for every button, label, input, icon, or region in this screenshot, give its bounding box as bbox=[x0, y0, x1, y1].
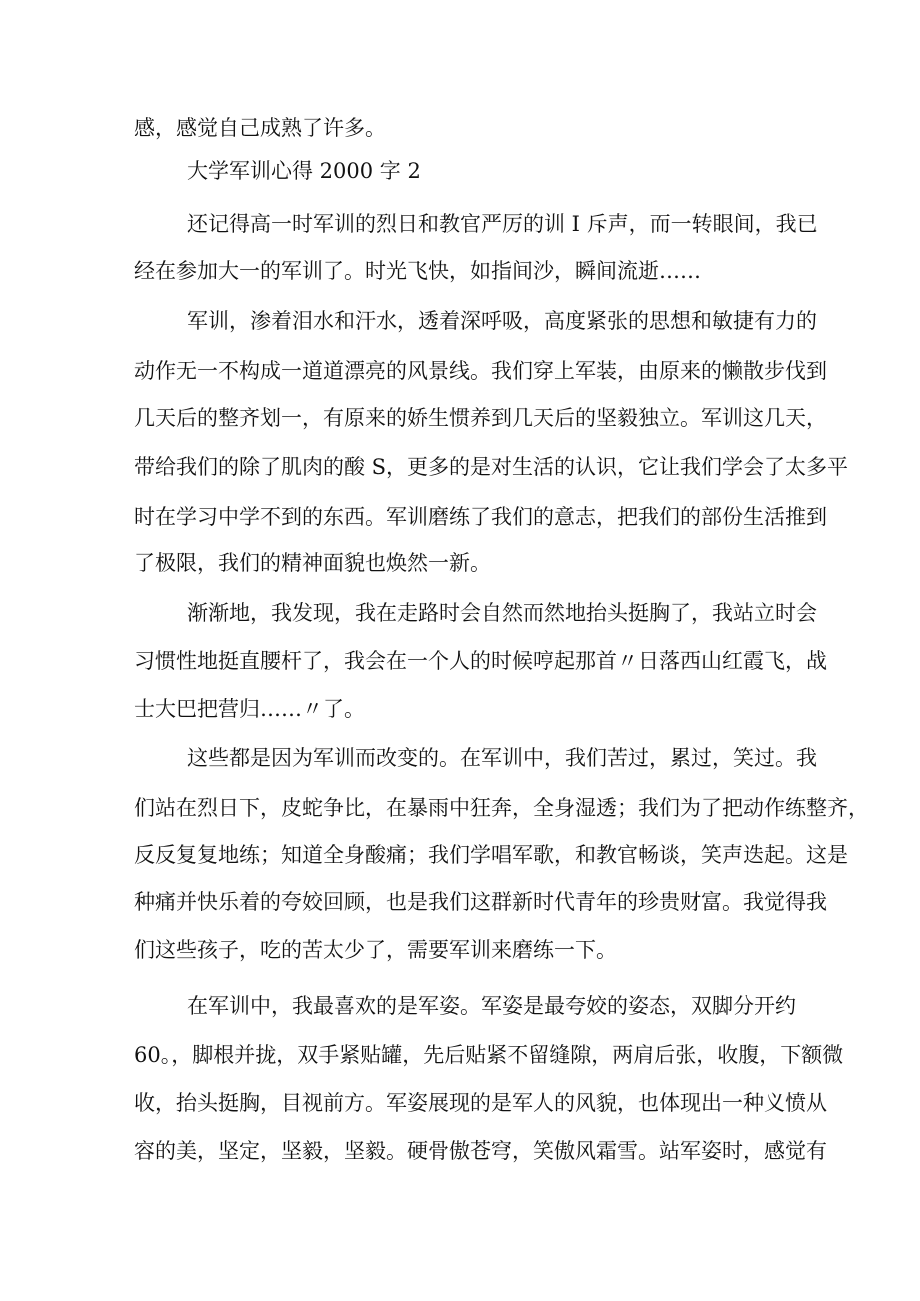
text-line-7: 几天后的整齐划一，有原来的娇生惯养到几天后的坚毅独立。军训这几天， bbox=[134, 406, 827, 430]
text-line-22: 容的美，坚定，坚毅，坚毅。硬骨傲苍穹，笑傲风霜雪。站军姿时，感觉有 bbox=[134, 1139, 827, 1163]
text-line-9: 时在学习中学不到的东西。军训磨练了我们的意志，把我们的部份生活推到 bbox=[134, 505, 827, 529]
text-line-6: 动作无一不构成一道道漂亮的风景线。我们穿上军装，由原来的懒散步伐到 bbox=[134, 359, 827, 383]
section-heading: 大学军训心得 2000 字 2 bbox=[187, 159, 421, 183]
text-line-15: 们站在烈日下，皮蛇争比，在暴雨中狂奔，全身湿透；我们为了把动作练整齐， bbox=[134, 796, 869, 820]
text-line-20: 60。，脚根并拢，双手紧贴罐，先后贴紧不留缝隙，两肩后张，收腹，下额微 bbox=[134, 1043, 844, 1067]
text-line-13: 士大巴把营归……〃了。 bbox=[134, 697, 365, 721]
text-line-21: 收，抬头挺胸，目视前方。军姿展现的是军人的风貌，也体现出一种义愤从 bbox=[134, 1091, 827, 1115]
text-line-18: 们这些孩子，吃的苦太少了，需要军训来磨练一下。 bbox=[134, 938, 617, 962]
text-line-19: 在军训中，我最喜欢的是军姿。军姿是最夸姣的姿态，双脚分开约 bbox=[187, 994, 796, 1018]
text-line-5: 军训，渗着泪水和汗水，透着深呼吸，高度紧张的思想和敏捷有力的 bbox=[187, 309, 817, 333]
text-line-8: 带给我们的除了肌肉的酸 S，更多的是对生活的认识，它让我们学会了太多平 bbox=[134, 455, 849, 479]
text-line-12: 习惯性地挺直腰杆了，我会在一个人的时候哼起那首〃日落西山红霞飞，战 bbox=[134, 649, 827, 673]
text-line-4: 经在参加大一的军训了。时光飞快，如指间沙，瞬间流逝…… bbox=[134, 259, 701, 283]
text-line-17: 种痛并快乐着的夸姣回顾，也是我们这群新时代青年的珍贵财富。我觉得我 bbox=[134, 890, 827, 914]
text-line-14: 这些都是因为军训而改变的。在军训中，我们苦过，累过，笑过。我 bbox=[187, 746, 817, 770]
text-line-10: 了极限，我们的精神面貌也焕然一新。 bbox=[134, 551, 491, 575]
text-line-11: 渐渐地，我发现，我在走路时会自然而然地抬头挺胸了，我站立时会 bbox=[187, 601, 817, 625]
text-line-1: 感，感觉自己成熟了许多。 bbox=[134, 116, 386, 140]
text-line-16: 反反复复地练；知道全身酸痛；我们学唱军歌，和教官畅谈，笑声迭起。这是 bbox=[134, 843, 848, 867]
text-line-3: 还记得高一时军训的烈日和教官严厉的训 I 斥声，而一转眼间，我已 bbox=[187, 212, 818, 236]
